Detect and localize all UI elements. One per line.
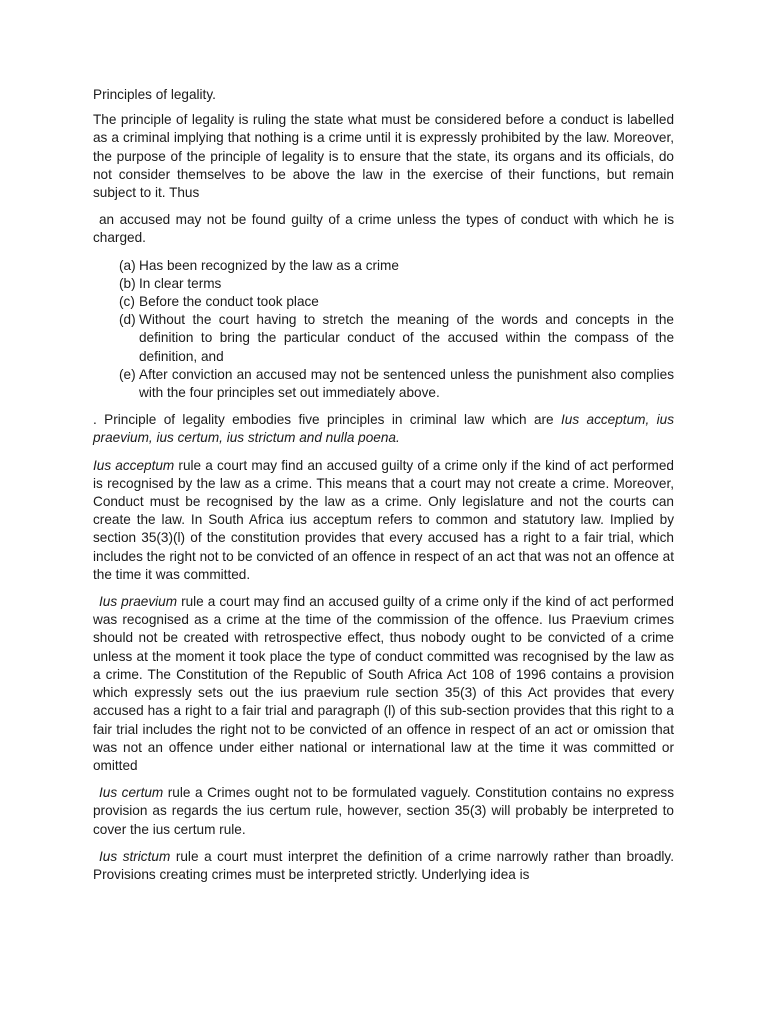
list-item-text: Without the court having to stretch the meaning of the words and concepts in the definition to bring the particular conduct of the accused within the compass of the definition, and (139, 312, 674, 364)
ius-acceptum-term: Ius acceptum (93, 457, 175, 473)
list-item (119, 275, 674, 293)
list-marker: (a) (119, 257, 136, 273)
conditions-list (93, 257, 674, 403)
five-principles-paragraph (93, 411, 674, 447)
ius-acceptum-paragraph (93, 457, 674, 584)
ius-certum-paragraph (93, 784, 674, 839)
five-principles-names: Ius acceptum, ius praevium, ius certum, ius strictum and nulla poena. (93, 412, 675, 446)
ius-praevium-paragraph (93, 593, 674, 775)
ius-acceptum-text: rule a court may find an accused guilty of a crime only if the kind of act performed is recognised by the law as a crime. This means that a court may not create a crime. Moreover, Conduct must be recognised by the law as a crime. Only legislature and not the courts can create the law. In South Africa ius acceptum refers to common and statutory law. Implied by section 35(3)(l) of the constitution provides that every accused has a right to a fair trial, which includes the right not to be convicted of an offence in respect of an act that was not an offence at the time it was committed. (93, 457, 674, 582)
list-marker: (b) (119, 275, 136, 291)
ius-strictum-term: Ius strictum (99, 848, 171, 864)
list-item (119, 293, 674, 311)
intro-paragraph: The principle of legality is ruling the state what must be considered before a conduct is labelled as a criminal implying that nothing is a crime until it is expressly prohibited by the law. Moreover, the purpose of the principle of legality is to ensure that the state, its organs and its officials, do not consider themselves to be above the law in the exercise of their functions, but remain subject to it. Thus (93, 112, 674, 201)
accused-paragraph: an accused may not be found guilty of a crime unless the types of conduct with which he is charged. (93, 212, 674, 246)
ius-praevium-text: rule a court may find an accused guilty of a crime only if the kind of act performed was recognised as a crime at the time of the commission of the offence. Ius Praevium crimes should not be created with retrospective effect, thus nobody ought to be convicted of a crime unless at the moment it took place the type of conduct committed was recognised by the law as a crime. The Constitution of the Republic of South Africa Act 108 of 1996 contains a provision which expressly sets out the ius praevium rule section 35(3) of this Act provides that every accused has a right to a fair trial and paragraph (l) of this sub-section provides that this right to a fair trial includes the right not to be convicted of an offence in respect of an act or omission that was not an offence under either national or international law at the time it was committed or omitted (93, 594, 674, 773)
list-marker: (c) (119, 294, 135, 310)
ius-strictum-text: rule a court must interpret the definition of a crime narrowly rather than broadly. Provisions creating crimes must be interpreted strictly. Underlying idea is (93, 848, 674, 882)
ius-praevium-term: Ius praevium (99, 594, 178, 610)
ius-certum-term: Ius certum (99, 785, 164, 801)
list-item (119, 311, 674, 366)
list-item-text: In clear terms (139, 275, 222, 291)
document-page (93, 86, 674, 893)
five-principles-lead: . Principle of legality embodies five principles in criminal law which are (93, 412, 561, 428)
list-item-text: Before the conduct took place (139, 294, 319, 310)
list-item (119, 257, 674, 275)
ius-certum-text: rule a Crimes ought not to be formulated vaguely. Constitution contains no express provision as regards the ius certum rule, however, section 35(3) will probably be interpreted to cover the ius certum rule. (93, 785, 674, 837)
list-item-text: After conviction an accused may not be sentenced unless the punishment also complies with the four principles set out immediately above. (139, 366, 674, 401)
ius-strictum-paragraph (93, 848, 674, 884)
list-marker: (d) (119, 312, 136, 328)
list-marker: (e) (119, 366, 136, 382)
list-item (119, 366, 674, 402)
list-item-text: Has been recognized by the law as a crime (139, 257, 399, 273)
document-title: Principles of legality. (93, 87, 216, 102)
